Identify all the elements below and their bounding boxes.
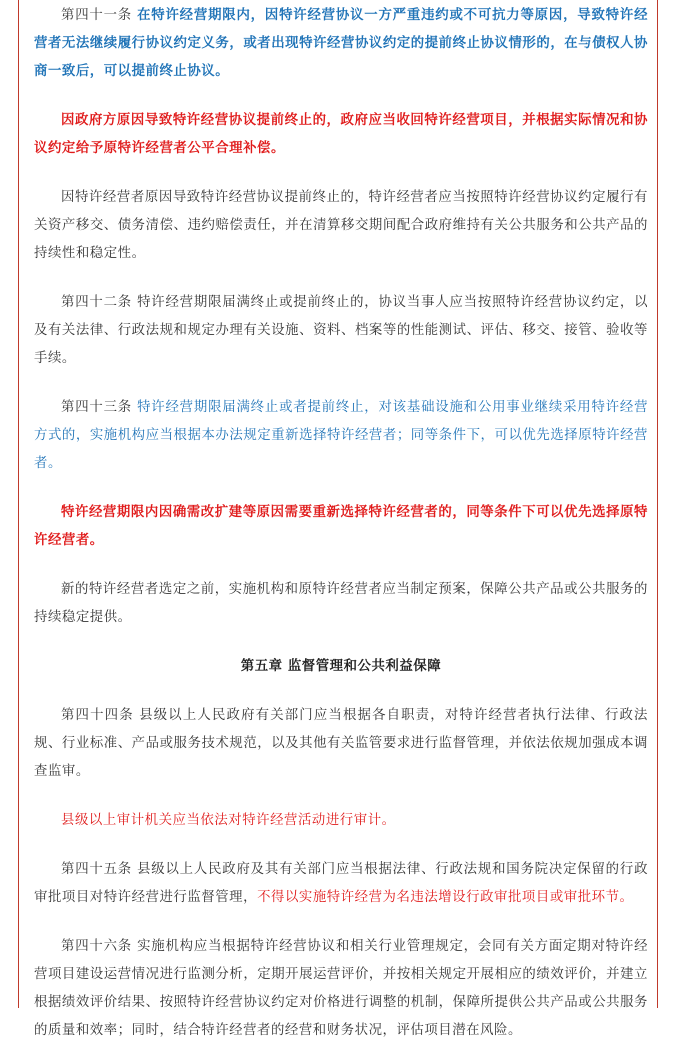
article-45	[34, 856, 648, 912]
article-45-highlight: 不得以实施特许经营为名违法增设行政审批项目或审批环节。	[257, 890, 634, 905]
article-text: 特许经营期限届满终止或者提前终止，对该基础设施和公用事业继续采用特许经营方式的，实施机构应当根据本办法规定重新选择特许经营者；同等条件下，可以优先选择原特许经营者。	[34, 400, 649, 471]
article-44	[34, 702, 648, 786]
article-43-transition-clause: 新的特许经营者选定之前，实施机构和原特许经营者应当制定预案，保障公共产品或公共服务的持续稳定提供。	[34, 582, 648, 625]
article-text: 县级以上人民政府及其有关部门应当根据法律、行政法规和国务院决定保留的行政审批项目对特许经营进行监督管理，	[34, 862, 649, 905]
article-41	[34, 2, 648, 86]
article-number: 第四十一条	[61, 8, 138, 23]
article-text: 特许经营期限届满终止或提前终止的，协议当事人应当按照特许经营协议约定，以及有关法律、行政法规和规定办理有关设施、资料、档案等的性能测试、评估、移交、接管、验收等手续。	[34, 295, 649, 366]
article-number: 第四十四条	[61, 708, 140, 723]
article-text: 在特许经营期限内，因特许经营协议一方严重违约或不可抗力等原因，导致特许经营者无法继续履行协议约定义务，或者出现特许经营协议约定的提前终止协议情形的，在与债权人协商一致后，可以提前终止协议。	[34, 8, 649, 79]
article-43	[34, 394, 648, 478]
article-text: 县级以上人民政府有关部门应当根据各自职责，对特许经营者执行法律、行政法规、行业标准、产品或服务技术规范，以及其他有关监管要求进行监督管理，并依法依规加强成本调查监审。	[34, 708, 649, 779]
article-number: 第四十二条	[61, 295, 138, 310]
article-number: 第四十五条	[61, 862, 138, 877]
article-43-expansion-clause: 特许经营期限内因确需改扩建等原因需要重新选择特许经营者的，同等条件下可以优先选择原特许经营者。	[34, 505, 648, 548]
article-42	[34, 289, 648, 373]
article-text: 实施机构应当根据特许经营协议和相关行业管理规定，会同有关方面定期对特许经营项目建设运营情况进行监测分析，定期开展运营评价，并按相关规定开展相应的绩效评价，并建立根据绩效评价结果、按照特许经营协议约定对价格进行调整的机制，保障所提供公共产品或公共服务的质量和效率；同时，结合特许经营者的经营和财务状况，评估项目潜在风险。	[34, 939, 649, 1038]
document-body	[34, 0, 648, 1045]
article-number: 第四十六条	[61, 939, 138, 954]
article-41-government-clause: 因政府方原因导致特许经营协议提前终止的，政府应当收回特许经营项目，并根据实际情况和协议约定给予原特许经营者公平合理补偿。	[34, 113, 648, 156]
chapter-heading: 第五章 监督管理和公共利益保障	[240, 659, 442, 674]
article-44-audit-clause: 县级以上审计机关应当依法对特许经营活动进行审计。	[61, 813, 396, 828]
article-46	[34, 933, 648, 1045]
article-number: 第四十三条	[61, 400, 138, 415]
article-41-operator-clause: 因特许经营者原因导致特许经营协议提前终止的，特许经营者应当按照特许经营协议约定履行有关资产移交、债务清偿、违约赔偿责任，并在清算移交期间配合政府维持有关公共服务和公共产品的持续性和稳定性。	[34, 190, 648, 261]
